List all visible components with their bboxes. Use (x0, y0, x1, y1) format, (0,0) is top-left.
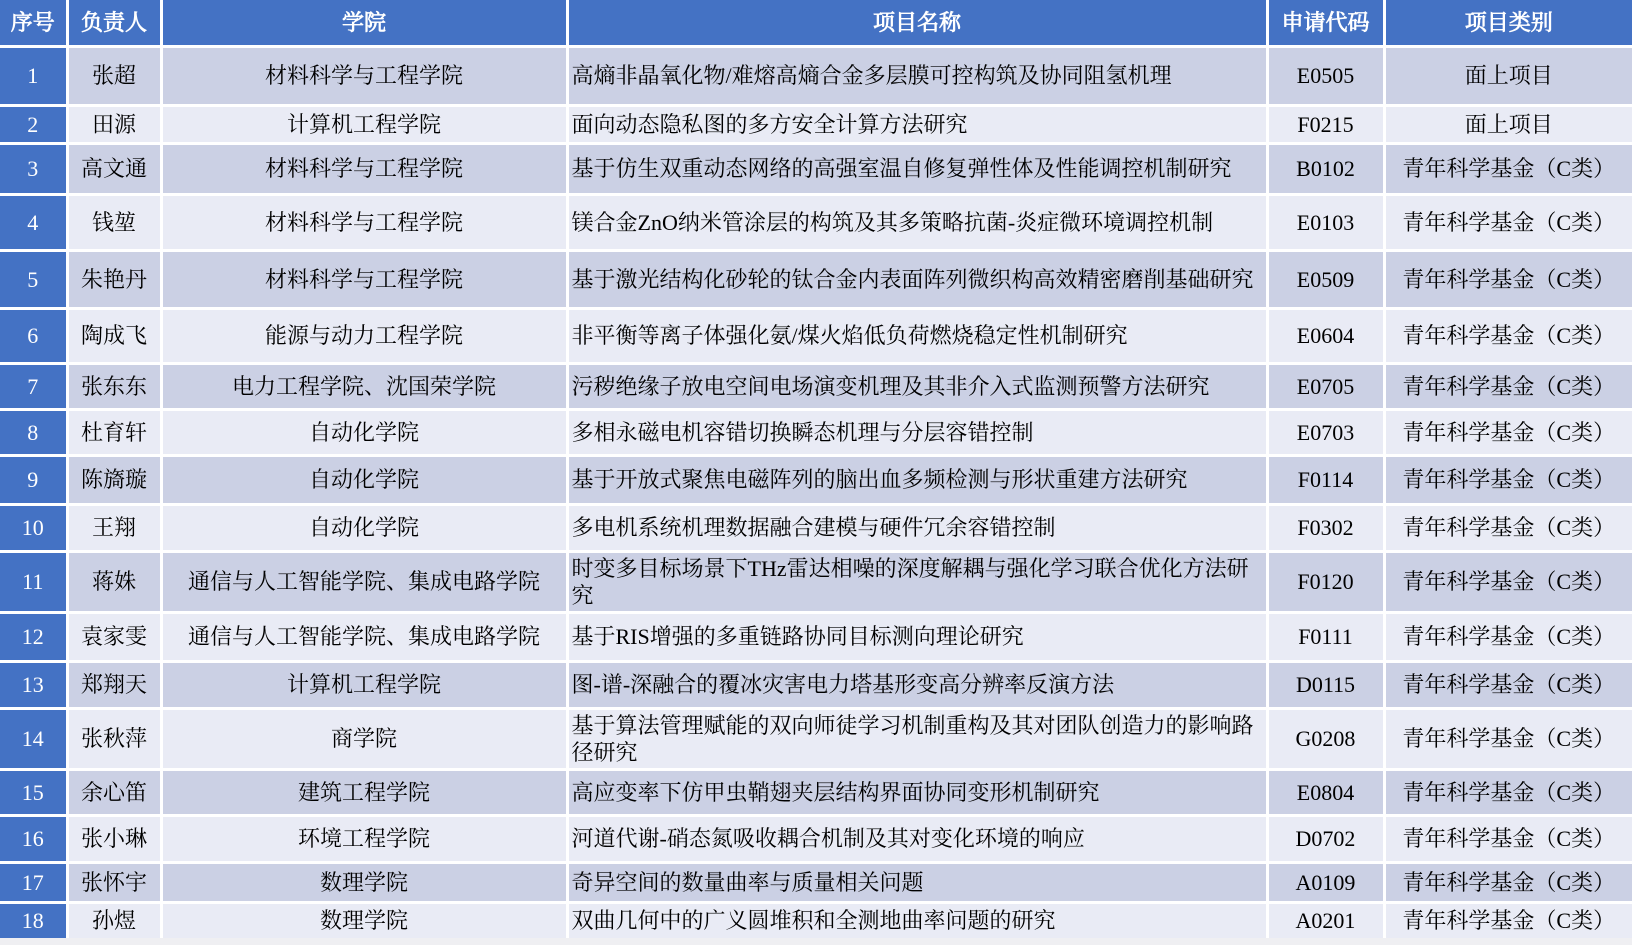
college-cell: 计算机工程学院 (161, 661, 567, 708)
project-category-cell: 青年科学基金（C类） (1384, 143, 1632, 194)
table-header (0, 0, 1632, 46)
application-code-cell: D0115 (1267, 661, 1384, 708)
project-name-cell: 基于开放式聚焦电磁阵列的脑出血多频检测与形状重建方法研究 (567, 455, 1267, 504)
college-cell: 数理学院 (161, 902, 567, 938)
serial-number-cell: 4 (0, 194, 67, 250)
application-code-cell: E0804 (1267, 769, 1384, 815)
project-category-cell: 青年科学基金（C类） (1384, 862, 1632, 902)
serial-number-cell: 1 (0, 46, 67, 105)
project-name-cell: 高应变率下仿甲虫鞘翅夹层结构界面协同变形机制研究 (567, 769, 1267, 815)
leader-cell: 高文通 (67, 143, 161, 194)
project-name-cell: 基于RIS增强的多重链路协同目标测向理论研究 (567, 612, 1267, 661)
serial-number-cell: 10 (0, 504, 67, 551)
table-row (0, 815, 1632, 862)
serial-number-cell: 17 (0, 862, 67, 902)
application-code-cell: E0505 (1267, 46, 1384, 105)
application-code-cell: A0109 (1267, 862, 1384, 902)
application-code-cell: F0302 (1267, 504, 1384, 551)
leader-cell: 朱艳丹 (67, 250, 161, 308)
leader-cell: 蒋姝 (67, 551, 161, 612)
college-cell: 电力工程学院、沈国荣学院 (161, 363, 567, 409)
serial-number-cell: 15 (0, 769, 67, 815)
leader-cell: 张超 (67, 46, 161, 105)
serial-number-cell: 12 (0, 612, 67, 661)
application-code-cell: G0208 (1267, 708, 1384, 769)
table-row (0, 105, 1632, 143)
project-name-cell: 双曲几何中的广义圆堆积和全测地曲率问题的研究 (567, 902, 1267, 938)
table-row (0, 708, 1632, 769)
leader-cell: 钱堃 (67, 194, 161, 250)
application-code-cell: D0702 (1267, 815, 1384, 862)
table-row (0, 194, 1632, 250)
leader-cell: 张秋萍 (67, 708, 161, 769)
college-cell: 能源与动力工程学院 (161, 308, 567, 363)
leader-cell: 王翔 (67, 504, 161, 551)
project-category-cell: 青年科学基金（C类） (1384, 551, 1632, 612)
college-cell: 通信与人工智能学院、集成电路学院 (161, 612, 567, 661)
table-row (0, 862, 1632, 902)
project-name-cell: 奇异空间的数量曲率与质量相关问题 (567, 862, 1267, 902)
project-category-cell: 青年科学基金（C类） (1384, 455, 1632, 504)
serial-number-cell: 9 (0, 455, 67, 504)
project-name-cell: 基于算法管理赋能的双向师徒学习机制重构及其对团队创造力的影响路径研究 (567, 708, 1267, 769)
serial-number-cell: 18 (0, 902, 67, 938)
application-code-cell: B0102 (1267, 143, 1384, 194)
project-name-cell: 多电机系统机理数据融合建模与硬件冗余容错控制 (567, 504, 1267, 551)
leader-cell: 杜育轩 (67, 409, 161, 455)
project-name-cell: 面向动态隐私图的多方安全计算方法研究 (567, 105, 1267, 143)
page-background-strip (0, 938, 1632, 945)
serial-number-cell: 3 (0, 143, 67, 194)
college-cell: 商学院 (161, 708, 567, 769)
college-cell: 自动化学院 (161, 409, 567, 455)
serial-number-cell: 5 (0, 250, 67, 308)
leader-cell: 陈旖璇 (67, 455, 161, 504)
college-cell: 材料科学与工程学院 (161, 143, 567, 194)
project-category-cell: 青年科学基金（C类） (1384, 769, 1632, 815)
table-row (0, 363, 1632, 409)
project-name-cell: 时变多目标场景下THz雷达相噪的深度解耦与强化学习联合优化方法研究 (567, 551, 1267, 612)
project-name-cell: 污秽绝缘子放电空间电场演变机理及其非介入式监测预警方法研究 (567, 363, 1267, 409)
table-row (0, 551, 1632, 612)
leader-cell: 张怀宇 (67, 862, 161, 902)
college-cell: 材料科学与工程学院 (161, 46, 567, 105)
project-category-cell: 面上项目 (1384, 105, 1632, 143)
college-cell: 材料科学与工程学院 (161, 250, 567, 308)
application-code-cell: E0509 (1267, 250, 1384, 308)
serial-number-cell: 2 (0, 105, 67, 143)
college-cell: 自动化学院 (161, 455, 567, 504)
application-code-cell: A0201 (1267, 902, 1384, 938)
table-row (0, 46, 1632, 105)
table-row (0, 250, 1632, 308)
serial-number-cell: 7 (0, 363, 67, 409)
header-row (0, 0, 1632, 46)
project-category-cell: 青年科学基金（C类） (1384, 504, 1632, 551)
application-code-cell: F0114 (1267, 455, 1384, 504)
application-code-cell: E0705 (1267, 363, 1384, 409)
leader-cell: 田源 (67, 105, 161, 143)
application-code-cell: E0604 (1267, 308, 1384, 363)
application-code-cell: E0103 (1267, 194, 1384, 250)
table-body (0, 46, 1632, 938)
college-cell: 数理学院 (161, 862, 567, 902)
header-college: 学院 (161, 0, 567, 46)
header-leader: 负责人 (67, 0, 161, 46)
project-category-cell: 青年科学基金（C类） (1384, 363, 1632, 409)
project-name-cell: 河道代谢-硝态氮吸收耦合机制及其对变化环境的响应 (567, 815, 1267, 862)
project-category-cell: 青年科学基金（C类） (1384, 194, 1632, 250)
project-name-cell: 镁合金ZnO纳米管涂层的构筑及其多策略抗菌-炎症微环境调控机制 (567, 194, 1267, 250)
project-name-cell: 图-谱-深融合的覆冰灾害电力塔基形变高分辨率反演方法 (567, 661, 1267, 708)
project-category-cell: 面上项目 (1384, 46, 1632, 105)
table-row (0, 308, 1632, 363)
project-name-cell: 非平衡等离子体强化氨/煤火焰低负荷燃烧稳定性机制研究 (567, 308, 1267, 363)
college-cell: 材料科学与工程学院 (161, 194, 567, 250)
leader-cell: 张东东 (67, 363, 161, 409)
serial-number-cell: 16 (0, 815, 67, 862)
project-category-cell: 青年科学基金（C类） (1384, 708, 1632, 769)
serial-number-cell: 13 (0, 661, 67, 708)
project-name-cell: 基于激光结构化砂轮的钛合金内表面阵列微织构高效精密磨削基础研究 (567, 250, 1267, 308)
leader-cell: 张小琳 (67, 815, 161, 862)
college-cell: 环境工程学院 (161, 815, 567, 862)
serial-number-cell: 11 (0, 551, 67, 612)
table-row (0, 661, 1632, 708)
project-category-cell: 青年科学基金（C类） (1384, 308, 1632, 363)
table-row (0, 504, 1632, 551)
leader-cell: 郑翔天 (67, 661, 161, 708)
serial-number-cell: 14 (0, 708, 67, 769)
table-row (0, 455, 1632, 504)
serial-number-cell: 6 (0, 308, 67, 363)
table-row (0, 409, 1632, 455)
leader-cell: 袁家雯 (67, 612, 161, 661)
application-code-cell: E0703 (1267, 409, 1384, 455)
application-code-cell: F0215 (1267, 105, 1384, 143)
serial-number-cell: 8 (0, 409, 67, 455)
project-category-cell: 青年科学基金（C类） (1384, 902, 1632, 938)
project-name-cell: 多相永磁电机容错切换瞬态机理与分层容错控制 (567, 409, 1267, 455)
college-cell: 建筑工程学院 (161, 769, 567, 815)
table-row (0, 612, 1632, 661)
header-project-name: 项目名称 (567, 0, 1267, 46)
project-name-cell: 高熵非晶氧化物/难熔高熵合金多层膜可控构筑及协同阻氢机理 (567, 46, 1267, 105)
project-category-cell: 青年科学基金（C类） (1384, 815, 1632, 862)
college-cell: 计算机工程学院 (161, 105, 567, 143)
project-category-cell: 青年科学基金（C类） (1384, 409, 1632, 455)
college-cell: 通信与人工智能学院、集成电路学院 (161, 551, 567, 612)
header-serial-number: 序号 (0, 0, 67, 46)
project-category-cell: 青年科学基金（C类） (1384, 612, 1632, 661)
college-cell: 自动化学院 (161, 504, 567, 551)
table-row (0, 769, 1632, 815)
header-application-code: 申请代码 (1267, 0, 1384, 46)
header-project-category: 项目类别 (1384, 0, 1632, 46)
application-code-cell: F0111 (1267, 612, 1384, 661)
application-code-cell: F0120 (1267, 551, 1384, 612)
project-category-cell: 青年科学基金（C类） (1384, 250, 1632, 308)
table-row (0, 902, 1632, 938)
project-category-cell: 青年科学基金（C类） (1384, 661, 1632, 708)
table-row (0, 143, 1632, 194)
project-name-cell: 基于仿生双重动态网络的高强室温自修复弹性体及性能调控机制研究 (567, 143, 1267, 194)
leader-cell: 陶成飞 (67, 308, 161, 363)
leader-cell: 余心笛 (67, 769, 161, 815)
leader-cell: 孙煜 (67, 902, 161, 938)
